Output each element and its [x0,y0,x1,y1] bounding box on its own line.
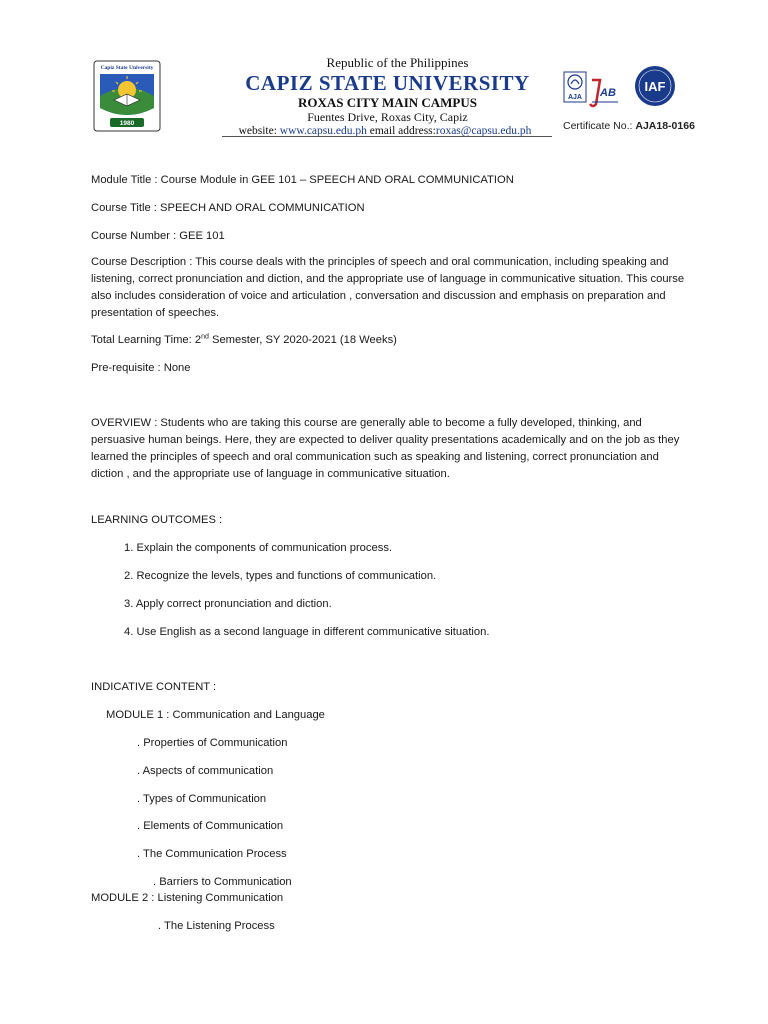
republic-line: Republic of the Philippines [326,55,469,70]
svg-text:AJA: AJA [567,94,583,101]
certificate-value: AJA18-0166 [635,120,695,132]
course-number: Course Number : GEE 101 [91,230,225,242]
total-learning-time [91,332,397,349]
email-label: email address: [369,125,436,137]
module-2-topic: . The Listening Process [158,920,275,932]
website-label: website: [238,125,277,137]
iaf-badge-icon [635,66,675,106]
svg-text:Capiz State University: Capiz State University [100,65,154,71]
outcome-item: 3. Apply correct pronunciation and diction. [124,598,332,610]
outcome-item: 4. Use English as a second language in different communicative situation. [124,626,490,638]
outcome-item: 1. Explain the components of communication process. [124,542,393,554]
campus-address: Fuentes Drive, Roxas City, Capiz [307,110,468,124]
campus-name: ROXAS CITY MAIN CAMPUS [298,95,477,110]
outcome-item: 2. Recognize the levels, types and functions of communication. [124,570,437,582]
module-1-topic: . Aspects of communication [137,765,274,777]
university-seal-logo [92,60,162,132]
svg-text:IAF: IAF [644,79,666,94]
website-link[interactable]: www.capsu.edu.ph [279,125,367,137]
module-1-topic: . Types of Communication [137,793,267,805]
letterhead-title-block [215,55,560,138]
module-1-topic: . Elements of Communication [137,820,284,832]
header-divider [222,136,552,137]
svg-text:1980: 1980 [119,120,135,127]
module-2-heading: MODULE 2 : Listening Communication [91,892,284,904]
overview-paragraph: OVERVIEW : Students who are taking this course are generally able to become a fully developed, thinking, and persuasive human beings. Here, they are expected to deliver quality presentations academically and on the job as they learned the principles of speech and oral communication such as speaking and listening, correct pronunciation and diction , and the appropriate use of language in communicative situation. [91,417,680,480]
course-title: Course Title : SPEECH AND ORAL COMMUNICATION [91,202,365,214]
learning-outcomes-heading: LEARNING OUTCOMES : [91,514,223,526]
course-description: Course Description : This course deals with the principles of speech and oral communication, including speaking and listening, correct pronunciation and diction, and the appropriate use of language in communicative situation. This course also includes consideration of voice and articulation , conversation and discussion and emphasis on preparation and presentation of speeches. [91,256,685,319]
learning-time-sup: nd [201,333,209,341]
learning-time-prefix: Total Learning Time: 2 [91,334,202,346]
indicative-content-heading: INDICATIVE CONTENT : [91,681,217,693]
module-1-topic: . Barriers to Communication [153,876,292,888]
certificate-number [563,120,695,132]
module-1-heading: MODULE 1 : Communication and Language [106,709,325,721]
module-title: Module Title : Course Module in GEE 101 – SPEECH AND ORAL COMMUNICATION [91,174,514,186]
email-link[interactable]: roxas@capsu.edu.ph [435,125,532,137]
prerequisite: Pre-requisite : None [91,362,191,374]
certificate-label: Certificate No.: [563,120,633,132]
module-1-topic: . Properties of Communication [137,737,288,749]
aja-badge-icon [564,72,586,102]
document-header [0,0,768,150]
module-1-topic: . The Communication Process [137,848,287,860]
learning-time-suffix: Semester, SY 2020-2021 (18 Weeks) [208,334,397,346]
svg-text:AB: AB [600,87,616,99]
university-name: CAPIZ STATE UNIVERSITY [245,71,530,95]
